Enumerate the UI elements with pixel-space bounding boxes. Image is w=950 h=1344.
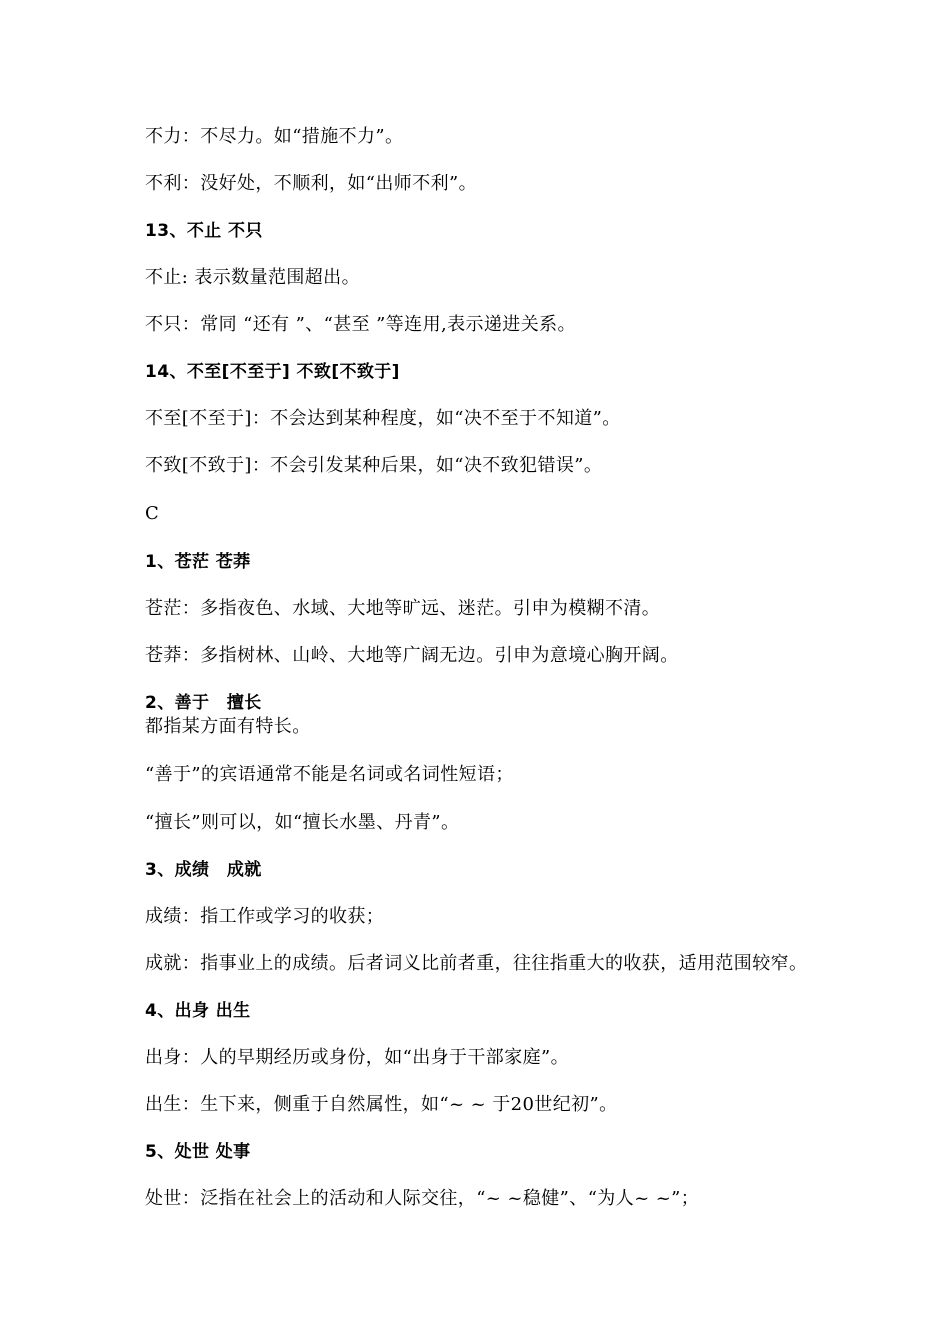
paragraph: 处世：泛指在社会上的活动和人际交往，“~ ~稳健”、“为人~ ~”； xyxy=(145,1188,700,1209)
paragraph: 不致[不致于]：不会引发某种后果，如“决不致犯错误”。 xyxy=(145,455,603,476)
section-heading: 3、成绩 成就 xyxy=(145,860,262,880)
section-heading: 2、善于 擅长 xyxy=(145,693,262,713)
paragraph: 成绩：指工作或学习的收获； xyxy=(145,906,385,927)
paragraph: 不利：没好处，不顺利，如“出师不利”。 xyxy=(145,173,478,194)
paragraph: 不力：不尽力。如“措施不力”。 xyxy=(145,126,404,147)
paragraph: 成就：指事业上的成绩。后者词义比前者重，往往指重大的收获，适用范围较窄。 xyxy=(145,953,808,974)
section-heading: 5、处世 处事 xyxy=(145,1142,251,1162)
paragraph: 不只：常同 “还有 ”、“甚至 ”等连用,表示递进关系。 xyxy=(145,314,576,335)
paragraph: 不至[不至于]：不会达到某种程度，如“决不至于不知道”。 xyxy=(145,408,621,429)
letter-heading: C xyxy=(145,503,160,524)
paragraph: 都指某方面有特长。 xyxy=(145,716,311,737)
paragraph: 出生：生下来，侧重于自然属性，如“~ ~ 于20世纪初”。 xyxy=(145,1094,618,1115)
section-heading: 4、出身 出生 xyxy=(145,1001,251,1021)
section-heading: 1、苍茫 苍莽 xyxy=(145,552,251,572)
section-heading: 13、不止 不只 xyxy=(145,221,263,241)
paragraph: 出身：人的早期经历或身份，如“出身于干部家庭”。 xyxy=(145,1047,570,1068)
paragraph: 苍茫：多指夜色、水域、大地等旷远、迷茫。引申为模糊不清。 xyxy=(145,598,661,619)
paragraph: 苍莽：多指树林、山岭、大地等广阔无边。引申为意境心胸开阔。 xyxy=(145,645,679,666)
section-heading: 14、不至[不至于] 不致[不致于] xyxy=(145,362,400,382)
paragraph: “善于”的宾语通常不能是名词或名词性短语； xyxy=(145,764,514,785)
paragraph: “擅长”则可以，如“擅长水墨、丹青”。 xyxy=(145,812,460,833)
paragraph: 不止: 表示数量范围超出。 xyxy=(145,267,360,288)
